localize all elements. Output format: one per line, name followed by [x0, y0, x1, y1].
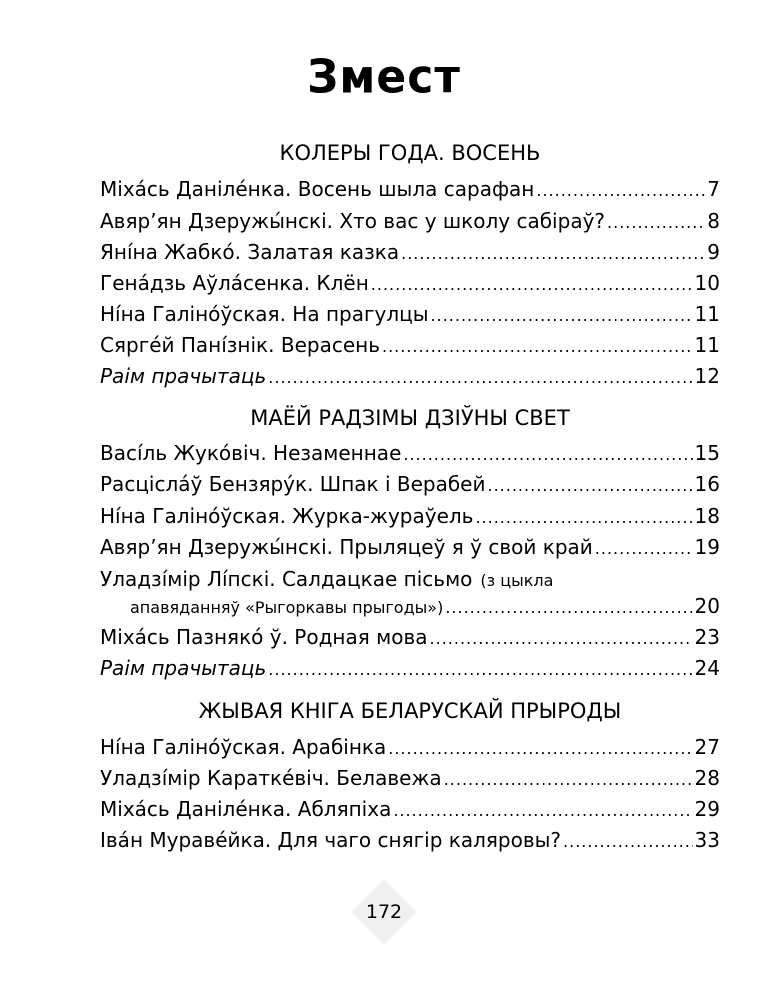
dot-leader: [536, 178, 705, 204]
entry-page: 12: [694, 364, 720, 388]
dot-leader: [607, 210, 705, 236]
dot-leader: [388, 736, 692, 762]
section-title: ЖЫВАЯ КНІГА БЕЛАРУСКАЙ ПРЫРОДЫ: [198, 699, 622, 723]
entry-label: Ні́на Галіно́ўская. Журка-жураўель: [100, 504, 474, 528]
entry-label: Яні́на Жабко́. Залатая казка: [100, 240, 400, 264]
entry-label: Уладзі́мір Караткéвіч. Белавежа: [100, 766, 442, 790]
dot-leader: [488, 473, 693, 499]
dot-leader: [431, 303, 693, 329]
dot-leader: [403, 442, 692, 468]
entry-page: 24: [694, 656, 720, 680]
entry-label: Расціслáў Бензяру́к. Шпак і Верабей: [100, 472, 486, 496]
entry-page: 16: [694, 472, 720, 496]
toc-entry[interactable]: [100, 566, 720, 594]
toc-entry[interactable]: [100, 655, 720, 683]
toc-entry[interactable]: [100, 301, 720, 329]
entry-label: Міха́сь Данілéнка. Восень шыла сарафан: [100, 177, 535, 201]
toc-entry[interactable]: [100, 503, 720, 531]
entry-label: Ні́на Галіно́ўская. Арабінка: [100, 735, 387, 759]
toc-entry[interactable]: [100, 239, 720, 267]
toc-entry[interactable]: [100, 734, 720, 762]
entry-page: 23: [694, 625, 720, 649]
entry-page: 18: [694, 504, 720, 528]
dot-leader: [401, 241, 705, 267]
entry-page: 15: [694, 441, 720, 465]
toc-entry[interactable]: [100, 208, 720, 236]
dot-leader: [475, 505, 692, 531]
section-title: МАЁЙ РАДЗІМЫ ДЗІЎНЫ СВЕТ: [250, 406, 570, 430]
dot-leader: [430, 626, 693, 652]
entry-page: 10: [694, 271, 720, 295]
dot-leader: [268, 657, 692, 683]
dot-leader: [595, 536, 693, 562]
entry-page: 20: [694, 594, 720, 618]
entry-label: Міха́сь Данілéнка. Абляпіха: [100, 797, 392, 821]
entry-page: 11: [694, 333, 720, 357]
toc-entry[interactable]: [100, 827, 720, 855]
entry-page: 19: [694, 535, 720, 559]
toc-entry[interactable]: [100, 765, 720, 793]
entry-page: 33: [694, 828, 720, 852]
entry-label: Раім прачытаць: [100, 656, 267, 680]
toc-entry[interactable]: [100, 363, 720, 391]
entry-label: Уладзі́мір Лі́пскі. Салдацкае пісьмо: [100, 567, 473, 591]
entry-page: 7: [707, 177, 720, 201]
toc-entry[interactable]: [100, 534, 720, 562]
entry-label: Сяргéй Пані́знік. Верасень: [100, 333, 380, 357]
dot-leader: [445, 595, 692, 621]
dot-leader: [393, 798, 692, 824]
entry-label: Іва́н Муравéйка. Для чаго снягір каляровы?: [100, 828, 562, 852]
toc-entry[interactable]: [100, 440, 720, 468]
toc-entry[interactable]: [100, 471, 720, 499]
toc-entry-continuation[interactable]: [100, 593, 720, 621]
dot-leader: [444, 767, 693, 793]
entry-label-note: (з цыкла: [480, 571, 554, 590]
dot-leader: [382, 334, 693, 360]
page-title: Змест: [307, 50, 461, 105]
page-number: 172: [365, 901, 403, 923]
entry-page: 11: [694, 302, 720, 326]
entry-label: Васі́ль Жуко́віч. Незаменнае: [100, 441, 402, 465]
entry-page: 28: [694, 766, 720, 790]
entry-page: 8: [707, 209, 720, 233]
toc-entry[interactable]: [100, 624, 720, 652]
entry-page: 9: [707, 240, 720, 264]
dot-leader: [268, 365, 692, 391]
entry-page: 27: [694, 735, 720, 759]
entry-label: Міха́сь Пазнякó ў. Родная мова: [100, 625, 428, 649]
toc-entry[interactable]: [100, 270, 720, 298]
entry-label-note: апавяданняў «Рыгоркавы прыгоды»): [130, 598, 444, 617]
dot-leader: [563, 829, 693, 855]
toc-entry[interactable]: [100, 796, 720, 824]
toc-entry[interactable]: [100, 332, 720, 360]
section-title: КОЛЕРЫ ГОДА. ВОСЕНЬ: [279, 141, 541, 165]
entry-label: Раім прачытаць: [100, 364, 267, 388]
dot-leader: [371, 272, 693, 298]
entry-label: Ні́на Галіно́ўская. На прагулцы: [100, 302, 429, 326]
entry-label: Гена́дзь Аўла́сенка. Клён: [100, 271, 369, 295]
entry-page: 29: [694, 797, 720, 821]
entry-label: Авяр’ян Дзеружы́нскі. Хто вас у школу сабіраў?: [100, 209, 606, 233]
entry-label: Авяр’ян Дзеружы́нскі. Прыляцеў я ў свой край: [100, 535, 593, 559]
toc-entry[interactable]: [100, 176, 720, 204]
